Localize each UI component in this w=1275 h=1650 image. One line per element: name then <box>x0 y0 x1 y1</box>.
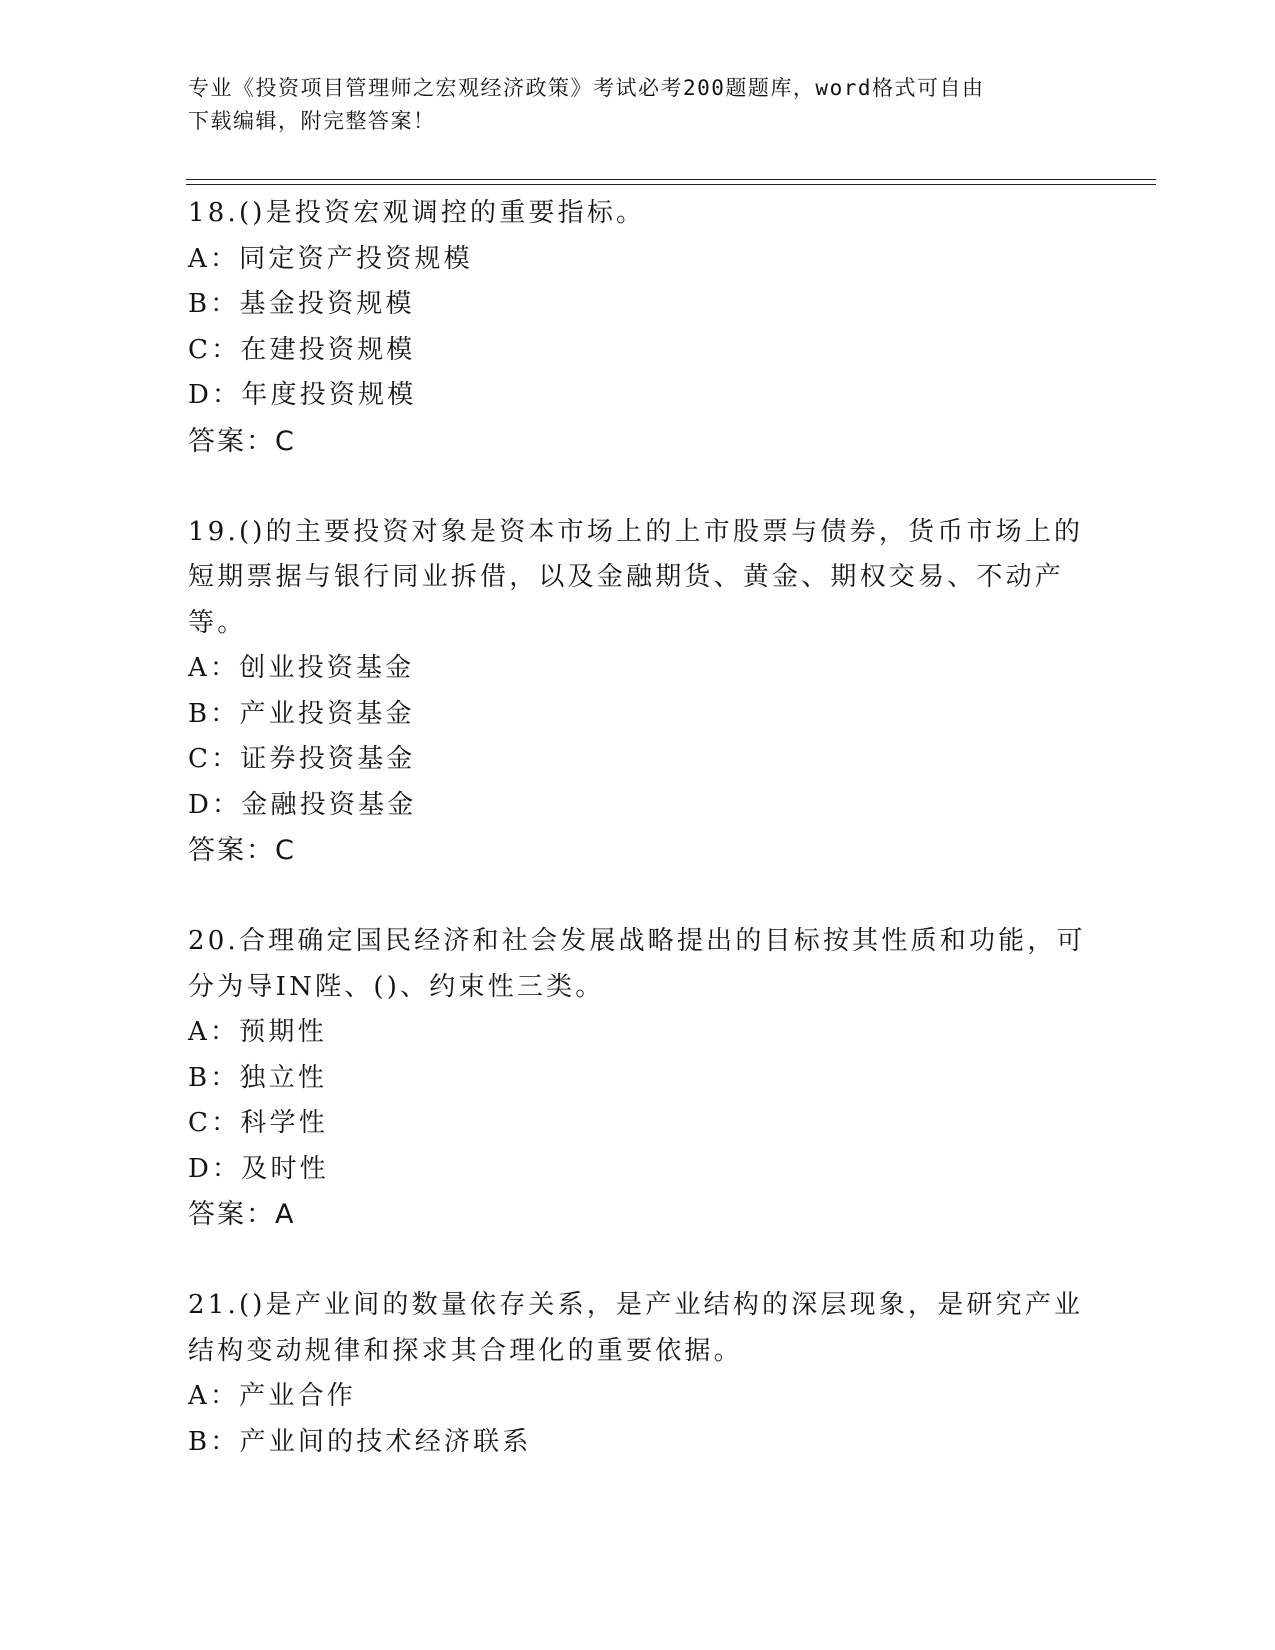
option-b: B：独立性 <box>188 1062 328 1093</box>
spacer <box>188 1238 1088 1284</box>
question-stem-continued: 结构变动规律和探求其合理化的重要依据。 <box>188 1335 743 1366</box>
answer-line: 答案：A <box>188 1199 296 1230</box>
option-c: C：在建投资规模 <box>188 334 416 365</box>
header-divider-top <box>186 179 1156 180</box>
option-a: A：产业合作 <box>188 1381 356 1411</box>
option-d: D：年度投资规模 <box>188 380 417 410</box>
question-list <box>188 191 1088 1465</box>
spacer <box>188 874 1088 920</box>
answer-line: 答案：C <box>188 835 296 866</box>
option-d: D：及时性 <box>188 1153 329 1184</box>
question-block <box>188 510 1088 874</box>
option-b: B：基金投资规模 <box>188 289 415 319</box>
question-stem: 19.()的主要投资对象是资本市场上的上市股票与债券，货币市场上的 <box>188 516 1084 547</box>
question-stem-continued: 等。 <box>188 607 247 638</box>
question-stem: 21.()是产业间的数量依存关系，是产业结构的深层现象，是研究产业 <box>188 1290 1084 1320</box>
header-line-1: 专业《投资项目管理师之宏观经济政策》考试必考200题题库，word格式可自由 <box>188 76 985 100</box>
question-block <box>188 1283 1088 1465</box>
question-block <box>188 919 1088 1238</box>
question-block <box>188 191 1088 464</box>
option-c: C：科学性 <box>188 1108 328 1138</box>
document-header <box>188 72 1088 138</box>
option-a: A：预期性 <box>188 1017 327 1047</box>
header-line-2: 下载编辑，附完整答案！ <box>188 109 436 133</box>
question-stem: 18.()是投资宏观调控的重要指标。 <box>188 198 646 228</box>
question-stem-continued: 分为导IN陛、()、约束性三类。 <box>188 971 605 1002</box>
option-a: A：同定资产投资规模 <box>188 243 473 274</box>
option-b: B：产业间的技术经济联系 <box>188 1426 532 1457</box>
header-divider-bottom <box>186 184 1156 185</box>
answer-line: 答案：C <box>188 425 296 457</box>
question-stem: 20.合理确定国民经济和社会发展战略提出的目标按其性质和功能，可 <box>188 926 1086 956</box>
spacer <box>188 464 1088 510</box>
question-stem-continued: 短期票据与银行同业拆借，以及金融期货、黄金、期权交易、不动产 <box>188 562 1065 592</box>
option-d: D：金融投资基金 <box>188 789 417 820</box>
option-b: B：产业投资基金 <box>188 698 415 729</box>
option-c: C：证券投资基金 <box>188 744 416 774</box>
option-a: A：创业投资基金 <box>188 653 415 683</box>
